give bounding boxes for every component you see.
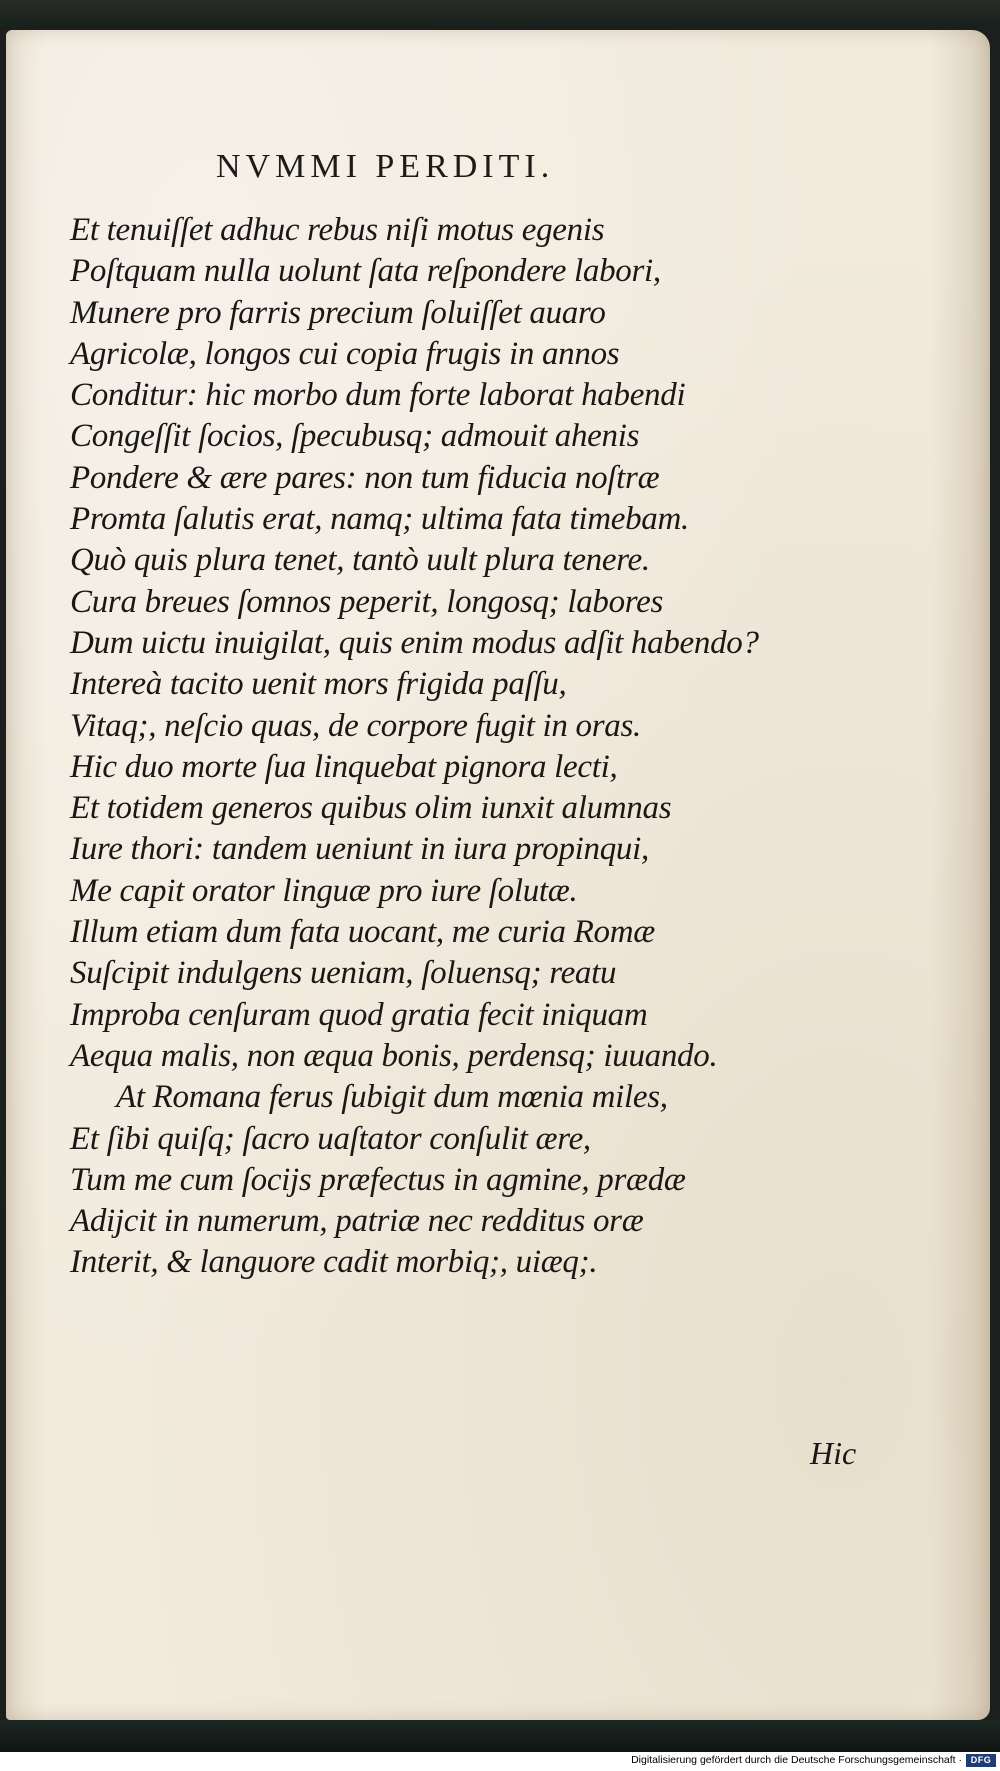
verse-line: Pondere & ære pares: non tum fiducia noſtræ <box>70 459 660 496</box>
verse-line: Illum etiam dum fata uocant, me curia Romæ <box>70 914 655 951</box>
verse-line: Dum uictu inuigilat, quis enim modus adſit habendo? <box>70 624 759 661</box>
verse-line: Et ſibi quiſq; ſacro uaſtator conſulit ære, <box>70 1120 591 1157</box>
verse-block <box>70 210 930 1284</box>
verse-line: Iure thori: tandem ueniunt in iura propinqui, <box>70 831 649 868</box>
verse-line: Quò quis plura tenet, tantò uult plura tenere. <box>70 542 650 579</box>
verse-line: Congeſſit ſocios, ſpecubusq; admouit ahenis <box>70 418 640 455</box>
verse-line: Poſtquam nulla uolunt ſata reſpondere labori, <box>70 253 661 290</box>
verse-line: Aequa malis, non æqua bonis, perdensq; iuuando. <box>70 1037 718 1074</box>
verse-line: Agricolæ, longos cui copia frugis in annos <box>70 335 620 372</box>
verse-line: Hic duo morte ſua linquebat pignora lecti, <box>70 748 618 785</box>
dfg-logo-icon: DFG <box>966 1754 996 1767</box>
verse-line: Cura breues ſomnos peperit, longosq; labores <box>70 583 663 620</box>
verse-line: Promta ſalutis erat, namq; ultima fata timebam. <box>70 501 689 538</box>
verse-line: At Romana ferus ſubigit dum mœnia miles, <box>116 1079 668 1116</box>
catchword: Hic <box>810 1435 857 1471</box>
verse-line: Adijcit in numerum, patriæ nec redditus oræ <box>70 1203 644 1240</box>
verse-line: Improba cenſuram quod gratia fecit iniquam <box>70 996 648 1033</box>
funding-notice: Digitalisierung gefördert durch die Deutsche Forschungsgemeinschaft · <box>631 1754 962 1766</box>
verse-line: Tum me cum ſocijs præfectus in agmine, prædæ <box>70 1161 686 1198</box>
verse-line: Intereà tacito uenit mors frigida paſſu, <box>70 666 567 703</box>
verse-line: Suſcipit indulgens ueniam, ſoluensq; reatu <box>70 955 617 992</box>
verse-line: Et totidem generos quibus olim iunxit alumnas <box>70 790 672 827</box>
scan-top-edge <box>0 0 1000 28</box>
verse-line: Et tenuiſſet adhuc rebus niſi motus egenis <box>70 212 605 248</box>
verse-line: Me capit orator linguæ pro iure ſolutæ. <box>70 872 578 909</box>
verse-line: Vitaq;, neſcio quas, de corpore fugit in oras. <box>70 707 641 744</box>
running-header: NVMMI PERDITI. <box>216 148 555 185</box>
footer-bar <box>0 1752 1000 1771</box>
book-page <box>6 30 990 1720</box>
verse-line: Munere pro farris precium ſoluiſſet auaro <box>70 294 606 331</box>
verse-line: Interit, & languore cadit morbiq;, uiæq;. <box>70 1244 598 1281</box>
verse-line: Conditur: hic morbo dum forte laborat habendi <box>70 377 686 414</box>
scan-bottom-edge <box>0 1720 1000 1752</box>
